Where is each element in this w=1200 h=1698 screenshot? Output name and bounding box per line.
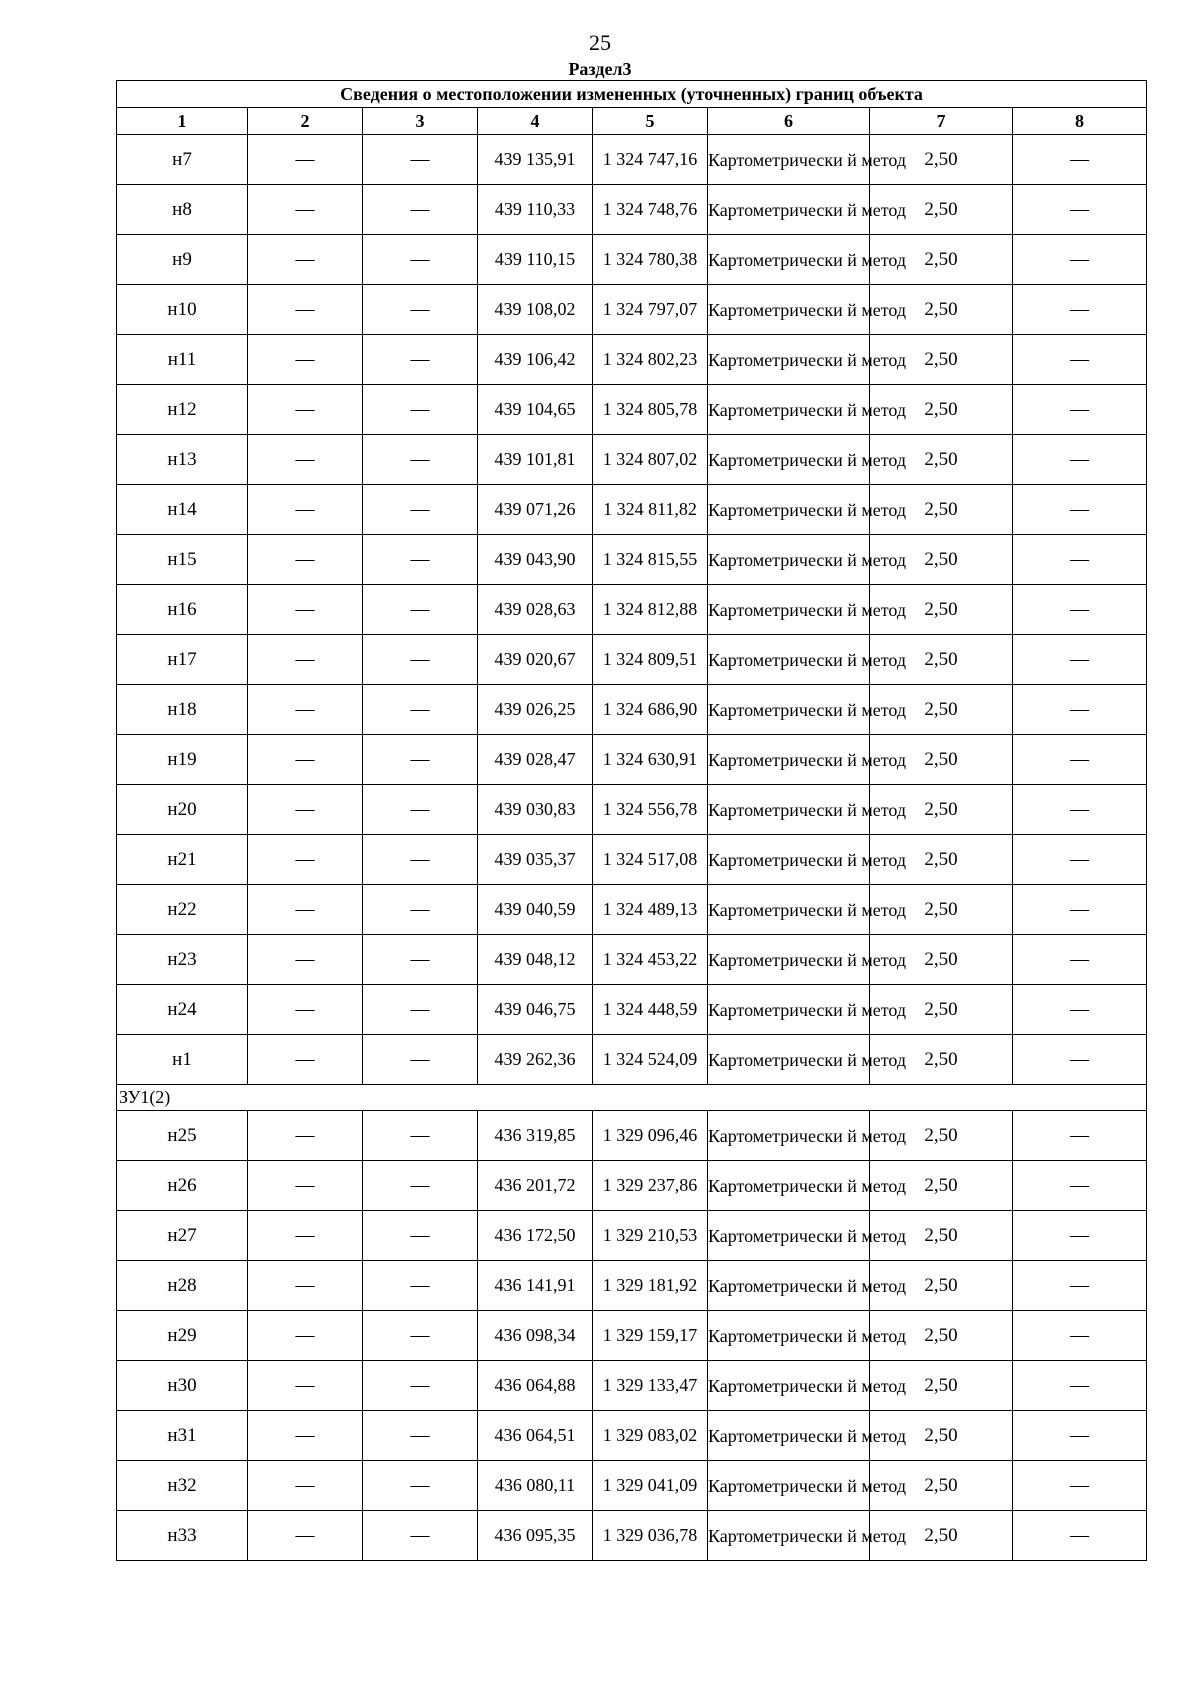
empty-cell: — xyxy=(248,1411,363,1461)
empty-cell: — xyxy=(248,635,363,685)
table-row xyxy=(117,485,1147,535)
point-cell: н9 xyxy=(117,235,248,285)
point-cell: н15 xyxy=(117,535,248,585)
method-cell: Картометрически й метод xyxy=(708,1311,870,1361)
x-coordinate-cell: 436 064,51 xyxy=(478,1411,593,1461)
accuracy-cell: 2,50 xyxy=(870,835,1013,885)
x-coordinate-cell: 439 110,33 xyxy=(478,185,593,235)
method-cell: Картометрически й метод xyxy=(708,435,870,485)
point-cell: н28 xyxy=(117,1261,248,1311)
empty-cell: — xyxy=(248,1035,363,1085)
x-coordinate-cell: 439 262,36 xyxy=(478,1035,593,1085)
point-cell: н33 xyxy=(117,1511,248,1561)
empty-cell: — xyxy=(248,835,363,885)
y-coordinate-cell: 1 324 797,07 xyxy=(593,285,708,335)
table-row xyxy=(117,835,1147,885)
table-row xyxy=(117,685,1147,735)
table-row xyxy=(117,1111,1147,1161)
x-coordinate-cell: 439 035,37 xyxy=(478,835,593,885)
empty-cell: — xyxy=(363,785,478,835)
column-header: 5 xyxy=(593,108,708,135)
empty-cell: — xyxy=(248,885,363,935)
empty-cell: — xyxy=(248,535,363,585)
x-coordinate-cell: 439 101,81 xyxy=(478,435,593,485)
point-cell: н13 xyxy=(117,435,248,485)
empty-cell: — xyxy=(363,335,478,385)
method-cell: Картометрически й метод xyxy=(708,185,870,235)
x-coordinate-cell: 439 108,02 xyxy=(478,285,593,335)
empty-cell: — xyxy=(1013,1161,1147,1211)
y-coordinate-cell: 1 324 524,09 xyxy=(593,1035,708,1085)
empty-cell: — xyxy=(363,535,478,585)
table-row xyxy=(117,885,1147,935)
empty-cell: — xyxy=(248,1361,363,1411)
empty-cell: — xyxy=(1013,1511,1147,1561)
point-cell: н7 xyxy=(117,135,248,185)
accuracy-cell: 2,50 xyxy=(870,185,1013,235)
accuracy-cell: 2,50 xyxy=(870,635,1013,685)
empty-cell: — xyxy=(1013,985,1147,1035)
method-cell: Картометрически й метод xyxy=(708,1261,870,1311)
x-coordinate-cell: 439 046,75 xyxy=(478,985,593,1035)
x-coordinate-cell: 436 095,35 xyxy=(478,1511,593,1561)
empty-cell: — xyxy=(248,385,363,435)
table-row xyxy=(117,1211,1147,1261)
y-coordinate-cell: 1 324 805,78 xyxy=(593,385,708,435)
point-cell: н18 xyxy=(117,685,248,735)
point-cell: н24 xyxy=(117,985,248,1035)
table-row xyxy=(117,535,1147,585)
column-header: 6 xyxy=(708,108,870,135)
empty-cell: — xyxy=(1013,685,1147,735)
point-cell: н25 xyxy=(117,1111,248,1161)
method-cell: Картометрически й метод xyxy=(708,385,870,435)
accuracy-cell: 2,50 xyxy=(870,785,1013,835)
method-cell: Картометрически й метод xyxy=(708,685,870,735)
point-cell: н10 xyxy=(117,285,248,335)
point-cell: н19 xyxy=(117,735,248,785)
section-title: Раздел3 xyxy=(568,59,632,79)
group-label: ЗУ1(2) xyxy=(117,1085,1147,1111)
table-row xyxy=(117,335,1147,385)
y-coordinate-cell: 1 329 181,92 xyxy=(593,1261,708,1311)
method-cell: Картометрически й метод xyxy=(708,135,870,185)
empty-cell: — xyxy=(248,935,363,985)
column-header: 4 xyxy=(478,108,593,135)
empty-cell: — xyxy=(1013,485,1147,535)
accuracy-cell: 2,50 xyxy=(870,585,1013,635)
empty-cell: — xyxy=(363,1411,478,1461)
empty-cell: — xyxy=(363,1261,478,1311)
empty-cell: — xyxy=(248,1511,363,1561)
method-cell: Картометрически й метод xyxy=(708,1511,870,1561)
empty-cell: — xyxy=(363,485,478,535)
empty-cell: — xyxy=(248,135,363,185)
point-cell: н31 xyxy=(117,1411,248,1461)
y-coordinate-cell: 1 324 811,82 xyxy=(593,485,708,535)
empty-cell: — xyxy=(1013,335,1147,385)
empty-cell: — xyxy=(363,235,478,285)
empty-cell: — xyxy=(1013,635,1147,685)
point-cell: н29 xyxy=(117,1311,248,1361)
empty-cell: — xyxy=(1013,1111,1147,1161)
accuracy-cell: 2,50 xyxy=(870,335,1013,385)
point-cell: н21 xyxy=(117,835,248,885)
point-cell: н1 xyxy=(117,1035,248,1085)
accuracy-cell: 2,50 xyxy=(870,1411,1013,1461)
accuracy-cell: 2,50 xyxy=(870,1311,1013,1361)
empty-cell: — xyxy=(248,435,363,485)
empty-cell: — xyxy=(248,1211,363,1261)
empty-cell: — xyxy=(1013,935,1147,985)
point-cell: н20 xyxy=(117,785,248,835)
table-row xyxy=(117,785,1147,835)
x-coordinate-cell: 439 026,25 xyxy=(478,685,593,735)
table-row xyxy=(117,1261,1147,1311)
method-cell: Картометрически й метод xyxy=(708,285,870,335)
table-row xyxy=(117,985,1147,1035)
y-coordinate-cell: 1 329 096,46 xyxy=(593,1111,708,1161)
accuracy-cell: 2,50 xyxy=(870,485,1013,535)
empty-cell: — xyxy=(248,285,363,335)
method-cell: Картометрически й метод xyxy=(708,485,870,535)
point-cell: н12 xyxy=(117,385,248,435)
empty-cell: — xyxy=(248,485,363,535)
empty-cell: — xyxy=(1013,535,1147,585)
empty-cell: — xyxy=(363,285,478,335)
accuracy-cell: 2,50 xyxy=(870,1111,1013,1161)
table-row xyxy=(117,1411,1147,1461)
table-row xyxy=(117,585,1147,635)
point-cell: н16 xyxy=(117,585,248,635)
method-cell: Картометрически й метод xyxy=(708,1361,870,1411)
y-coordinate-cell: 1 324 556,78 xyxy=(593,785,708,835)
method-cell: Картометрически й метод xyxy=(708,535,870,585)
empty-cell: — xyxy=(1013,385,1147,435)
y-coordinate-cell: 1 324 748,76 xyxy=(593,185,708,235)
method-cell: Картометрически й метод xyxy=(708,1211,870,1261)
method-cell: Картометрически й метод xyxy=(708,1411,870,1461)
y-coordinate-cell: 1 329 083,02 xyxy=(593,1411,708,1461)
table-row xyxy=(117,185,1147,235)
empty-cell: — xyxy=(248,785,363,835)
method-cell: Картометрически й метод xyxy=(708,635,870,685)
empty-cell: — xyxy=(1013,835,1147,885)
x-coordinate-cell: 439 106,42 xyxy=(478,335,593,385)
accuracy-cell: 2,50 xyxy=(870,735,1013,785)
empty-cell: — xyxy=(363,1161,478,1211)
y-coordinate-cell: 1 324 517,08 xyxy=(593,835,708,885)
empty-cell: — xyxy=(248,1261,363,1311)
table-row xyxy=(117,1161,1147,1211)
empty-cell: — xyxy=(1013,235,1147,285)
empty-cell: — xyxy=(363,1511,478,1561)
y-coordinate-cell: 1 324 807,02 xyxy=(593,435,708,485)
empty-cell: — xyxy=(363,585,478,635)
x-coordinate-cell: 439 028,63 xyxy=(478,585,593,635)
x-coordinate-cell: 439 135,91 xyxy=(478,135,593,185)
method-cell: Картометрически й метод xyxy=(708,585,870,635)
accuracy-cell: 2,50 xyxy=(870,985,1013,1035)
empty-cell: — xyxy=(248,335,363,385)
column-header-row xyxy=(117,108,1147,135)
empty-cell: — xyxy=(1013,135,1147,185)
point-cell: н8 xyxy=(117,185,248,235)
empty-cell: — xyxy=(1013,285,1147,335)
table-row xyxy=(117,285,1147,335)
empty-cell: — xyxy=(248,1461,363,1511)
y-coordinate-cell: 1 324 780,38 xyxy=(593,235,708,285)
accuracy-cell: 2,50 xyxy=(870,1361,1013,1411)
empty-cell: — xyxy=(1013,1361,1147,1411)
empty-cell: — xyxy=(363,185,478,235)
empty-cell: — xyxy=(248,1311,363,1361)
empty-cell: — xyxy=(1013,1261,1147,1311)
accuracy-cell: 2,50 xyxy=(870,285,1013,335)
method-cell: Картометрически й метод xyxy=(708,735,870,785)
method-cell: Картометрически й метод xyxy=(708,935,870,985)
accuracy-cell: 2,50 xyxy=(870,135,1013,185)
point-cell: н23 xyxy=(117,935,248,985)
accuracy-cell: 2,50 xyxy=(870,1211,1013,1261)
empty-cell: — xyxy=(248,685,363,735)
empty-cell: — xyxy=(1013,185,1147,235)
method-cell: Картометрически й метод xyxy=(708,1035,870,1085)
y-coordinate-cell: 1 329 237,86 xyxy=(593,1161,708,1211)
method-cell: Картометрически й метод xyxy=(708,235,870,285)
accuracy-cell: 2,50 xyxy=(870,885,1013,935)
point-cell: н11 xyxy=(117,335,248,385)
column-header: 8 xyxy=(1013,108,1147,135)
empty-cell: — xyxy=(248,1111,363,1161)
group-row xyxy=(117,1085,1147,1111)
empty-cell: — xyxy=(1013,1035,1147,1085)
accuracy-cell: 2,50 xyxy=(870,1161,1013,1211)
y-coordinate-cell: 1 329 133,47 xyxy=(593,1361,708,1411)
x-coordinate-cell: 439 110,15 xyxy=(478,235,593,285)
x-coordinate-cell: 436 201,72 xyxy=(478,1161,593,1211)
empty-cell: — xyxy=(363,1111,478,1161)
x-coordinate-cell: 439 048,12 xyxy=(478,935,593,985)
table-row xyxy=(117,385,1147,435)
empty-cell: — xyxy=(363,735,478,785)
table-body xyxy=(117,135,1147,1561)
table-row xyxy=(117,435,1147,485)
method-cell: Картометрически й метод xyxy=(708,885,870,935)
empty-cell: — xyxy=(363,435,478,485)
accuracy-cell: 2,50 xyxy=(870,385,1013,435)
accuracy-cell: 2,50 xyxy=(870,1511,1013,1561)
empty-cell: — xyxy=(1013,1411,1147,1461)
y-coordinate-cell: 1 329 041,09 xyxy=(593,1461,708,1511)
boundary-coordinates-table xyxy=(116,80,1147,1561)
column-header: 7 xyxy=(870,108,1013,135)
y-coordinate-cell: 1 324 630,91 xyxy=(593,735,708,785)
column-header: 3 xyxy=(363,108,478,135)
y-coordinate-cell: 1 324 802,23 xyxy=(593,335,708,385)
table-row xyxy=(117,1511,1147,1561)
x-coordinate-cell: 436 080,11 xyxy=(478,1461,593,1511)
table-caption-row xyxy=(117,81,1147,108)
empty-cell: — xyxy=(363,935,478,985)
accuracy-cell: 2,50 xyxy=(870,535,1013,585)
empty-cell: — xyxy=(1013,735,1147,785)
x-coordinate-cell: 436 172,50 xyxy=(478,1211,593,1261)
table-caption: Сведения о местоположении измененных (уточненных) границ объекта xyxy=(117,81,1147,108)
accuracy-cell: 2,50 xyxy=(870,435,1013,485)
y-coordinate-cell: 1 324 453,22 xyxy=(593,935,708,985)
empty-cell: — xyxy=(1013,1311,1147,1361)
empty-cell: — xyxy=(363,385,478,435)
method-cell: Картометрически й метод xyxy=(708,985,870,1035)
empty-cell: — xyxy=(363,685,478,735)
point-cell: н22 xyxy=(117,885,248,935)
page-number: 25 xyxy=(589,30,611,55)
empty-cell: — xyxy=(248,985,363,1035)
empty-cell: — xyxy=(248,735,363,785)
y-coordinate-cell: 1 324 686,90 xyxy=(593,685,708,735)
empty-cell: — xyxy=(363,635,478,685)
y-coordinate-cell: 1 324 489,13 xyxy=(593,885,708,935)
method-cell: Картометрически й метод xyxy=(708,1111,870,1161)
empty-cell: — xyxy=(1013,1211,1147,1261)
empty-cell: — xyxy=(1013,785,1147,835)
column-header: 2 xyxy=(248,108,363,135)
point-cell: н32 xyxy=(117,1461,248,1511)
table-row xyxy=(117,1461,1147,1511)
table-row xyxy=(117,135,1147,185)
table-row xyxy=(117,935,1147,985)
empty-cell: — xyxy=(1013,435,1147,485)
method-cell: Картометрически й метод xyxy=(708,835,870,885)
x-coordinate-cell: 439 040,59 xyxy=(478,885,593,935)
x-coordinate-cell: 439 020,67 xyxy=(478,635,593,685)
column-header: 1 xyxy=(117,108,248,135)
accuracy-cell: 2,50 xyxy=(870,935,1013,985)
empty-cell: — xyxy=(363,135,478,185)
empty-cell: — xyxy=(1013,1461,1147,1511)
point-cell: н14 xyxy=(117,485,248,535)
empty-cell: — xyxy=(363,1311,478,1361)
accuracy-cell: 2,50 xyxy=(870,1035,1013,1085)
method-cell: Картометрически й метод xyxy=(708,1161,870,1211)
empty-cell: — xyxy=(248,235,363,285)
table-row xyxy=(117,735,1147,785)
empty-cell: — xyxy=(363,885,478,935)
empty-cell: — xyxy=(363,835,478,885)
empty-cell: — xyxy=(248,185,363,235)
x-coordinate-cell: 436 141,91 xyxy=(478,1261,593,1311)
point-cell: н26 xyxy=(117,1161,248,1211)
y-coordinate-cell: 1 324 815,55 xyxy=(593,535,708,585)
table-row xyxy=(117,235,1147,285)
y-coordinate-cell: 1 329 036,78 xyxy=(593,1511,708,1561)
x-coordinate-cell: 439 104,65 xyxy=(478,385,593,435)
y-coordinate-cell: 1 329 210,53 xyxy=(593,1211,708,1261)
point-cell: н30 xyxy=(117,1361,248,1411)
point-cell: н17 xyxy=(117,635,248,685)
y-coordinate-cell: 1 324 747,16 xyxy=(593,135,708,185)
table-row xyxy=(117,1361,1147,1411)
accuracy-cell: 2,50 xyxy=(870,1261,1013,1311)
table-row xyxy=(117,1311,1147,1361)
y-coordinate-cell: 1 324 809,51 xyxy=(593,635,708,685)
x-coordinate-cell: 436 098,34 xyxy=(478,1311,593,1361)
method-cell: Картометрически й метод xyxy=(708,335,870,385)
x-coordinate-cell: 439 028,47 xyxy=(478,735,593,785)
point-cell: н27 xyxy=(117,1211,248,1261)
y-coordinate-cell: 1 324 448,59 xyxy=(593,985,708,1035)
accuracy-cell: 2,50 xyxy=(870,1461,1013,1511)
y-coordinate-cell: 1 324 812,88 xyxy=(593,585,708,635)
method-cell: Картометрически й метод xyxy=(708,1461,870,1511)
y-coordinate-cell: 1 329 159,17 xyxy=(593,1311,708,1361)
empty-cell: — xyxy=(248,1161,363,1211)
method-cell: Картометрически й метод xyxy=(708,785,870,835)
x-coordinate-cell: 439 030,83 xyxy=(478,785,593,835)
empty-cell: — xyxy=(248,585,363,635)
empty-cell: — xyxy=(363,1211,478,1261)
empty-cell: — xyxy=(1013,885,1147,935)
accuracy-cell: 2,50 xyxy=(870,685,1013,735)
empty-cell: — xyxy=(1013,585,1147,635)
x-coordinate-cell: 439 043,90 xyxy=(478,535,593,585)
table-row xyxy=(117,635,1147,685)
x-coordinate-cell: 436 319,85 xyxy=(478,1111,593,1161)
x-coordinate-cell: 439 071,26 xyxy=(478,485,593,535)
x-coordinate-cell: 436 064,88 xyxy=(478,1361,593,1411)
accuracy-cell: 2,50 xyxy=(870,235,1013,285)
empty-cell: — xyxy=(363,1035,478,1085)
empty-cell: — xyxy=(363,1461,478,1511)
table-row xyxy=(117,1035,1147,1085)
empty-cell: — xyxy=(363,1361,478,1411)
empty-cell: — xyxy=(363,985,478,1035)
